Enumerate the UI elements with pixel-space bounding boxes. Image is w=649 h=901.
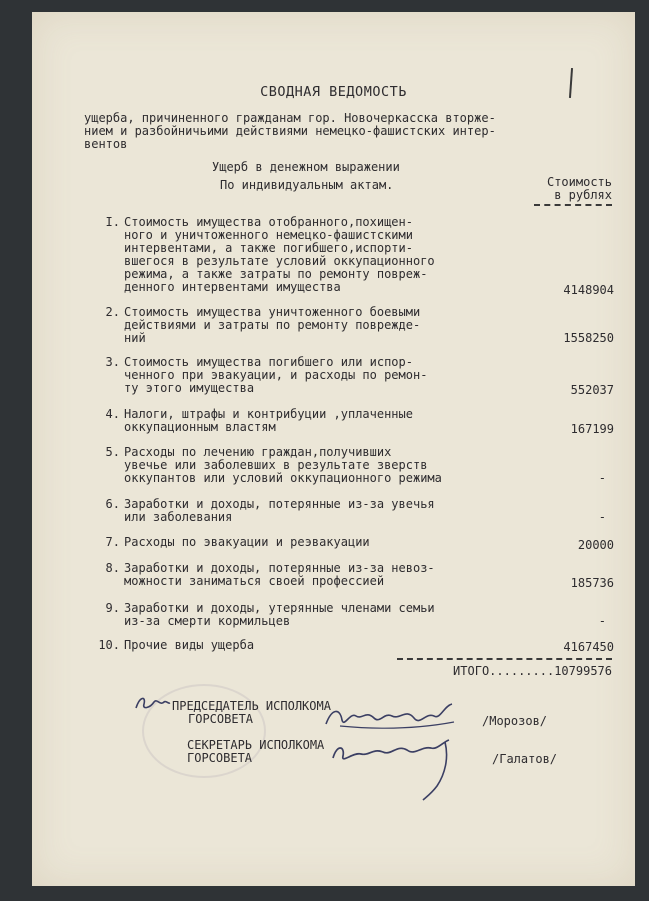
item-line: Стоимость имущества погибшего или испор- (124, 355, 413, 369)
item-line: Расходы по лечению граждан,получивших (124, 445, 392, 459)
item-value: 185736 (570, 576, 614, 590)
list-item (94, 639, 614, 659)
chairman-name: /Морозов/ (482, 714, 548, 728)
item-line: Стоимость имущества уничтоженного боевыми (124, 305, 421, 319)
item-text (124, 639, 474, 652)
item-text (124, 216, 474, 294)
item-line: оккупационным властям (124, 420, 276, 434)
item-text (124, 602, 474, 628)
item-number: 6. (105, 497, 120, 511)
list-item (94, 356, 614, 396)
item-number: 8. (105, 561, 120, 575)
item-line: режима, а также затраты по ремонту повреж- (124, 267, 428, 281)
item-line: Налоги, штрафы и контрибуции ,уплаченные (124, 407, 413, 421)
column-header-rule (534, 204, 612, 206)
list-item (94, 562, 614, 592)
chairman-signature (322, 700, 462, 734)
subheading-line: Ущерб в денежном выражении (212, 160, 400, 174)
item-text (124, 536, 474, 549)
item-number: 3. (105, 355, 120, 369)
item-line: ний (124, 331, 146, 345)
item-text (124, 408, 474, 434)
secretary-name: /Галатов/ (492, 752, 558, 766)
chairman-prefix-handwriting (132, 692, 172, 714)
item-number: 4. (105, 407, 120, 421)
item-line: можности заниматься своей профессией (124, 574, 385, 588)
item-line: Стоимость имущества отобранного,похищен- (124, 215, 413, 229)
item-value: - (598, 614, 606, 628)
list-item (94, 446, 614, 486)
item-line: из-за смерти кормильцев (124, 614, 291, 628)
secretary-signature (327, 734, 467, 804)
column-header-line: Стоимость (546, 175, 612, 189)
item-value: 4148904 (563, 283, 614, 297)
intro-line: вентов (84, 137, 128, 151)
item-line: интервентами, а также погибшего,испорти- (124, 241, 413, 255)
item-line: оккупантов или условий оккупационного режима (124, 471, 442, 485)
subheading (212, 158, 400, 194)
list-item (94, 536, 614, 556)
total-rule (397, 658, 612, 660)
item-line: или заболевания (124, 510, 233, 524)
item-number: 9. (105, 601, 120, 615)
total-value: ИТОГО.........10799576 (453, 664, 612, 678)
item-value: - (598, 471, 606, 485)
document-title: СВОДНАЯ ВЕДОМОСТЬ (260, 84, 407, 100)
item-line: действиями и затраты по ремонту поврежде- (124, 318, 421, 332)
item-number: 5. (105, 445, 120, 459)
item-number: 10. (98, 638, 120, 652)
item-line: Заработки и доходы, утерянные членами семьи (124, 601, 435, 615)
item-line: увечье или заболевших в результате зверств (124, 458, 428, 472)
item-value: 1558250 (563, 331, 614, 345)
chairman-council: ГОРСОВЕТА (188, 712, 254, 726)
item-number: 7. (105, 535, 120, 549)
item-text (124, 446, 474, 485)
column-header (512, 176, 612, 206)
item-line: Прочие виды ущерба (124, 638, 255, 652)
list-item (94, 602, 614, 632)
secretary-council: ГОРСОВЕТА (187, 751, 253, 765)
intro-line: ущерба, причиненного гражданам гор. Новочеркасска вторже- (84, 111, 496, 125)
item-text (124, 306, 474, 345)
item-line: вшегося в результате условий оккупационного (124, 254, 435, 268)
item-number: 2. (105, 305, 120, 319)
item-value: - (598, 510, 606, 524)
list-item (94, 306, 614, 346)
item-value: 167199 (570, 422, 614, 436)
secretary-title: СЕКРЕТАРЬ ИСПОЛКОМА (187, 738, 325, 752)
item-line: Заработки и доходы, потерянные из-за увечья (124, 497, 435, 511)
subheading-line: По индивидуальным актам. (220, 178, 394, 192)
document-intro (84, 112, 604, 151)
item-value: 20000 (577, 538, 614, 552)
column-header-line: в рублях (554, 188, 612, 202)
item-line: ченного при эвакуации, и расходы по ремон- (124, 368, 428, 382)
chairman-block (172, 700, 331, 726)
chairman-title: ПРЕДСЕДАТЕЛЬ ИСПОЛКОМА (172, 699, 331, 713)
secretary-block (187, 739, 324, 765)
item-line: Заработки и доходы, потерянные из-за невоз- (124, 561, 435, 575)
item-line: ного и уничтоженного немецко-фашистскими (124, 228, 413, 242)
item-line: Расходы по эвакуации и реэвакуации (124, 535, 370, 549)
item-text (124, 562, 474, 588)
list-item (94, 408, 614, 438)
document-page (32, 12, 635, 886)
list-item (94, 498, 614, 528)
item-line: ту этого имущества (124, 381, 255, 395)
item-value: 4167450 (563, 640, 614, 654)
intro-line: нием и разбойничьими действиями немецко-фашистских интер- (84, 124, 496, 138)
item-text (124, 498, 474, 524)
item-text (124, 356, 474, 395)
item-line: денного интервентами имущества (124, 280, 341, 294)
list-item (94, 216, 614, 296)
item-value: 552037 (570, 383, 614, 397)
item-number: I. (105, 215, 120, 229)
